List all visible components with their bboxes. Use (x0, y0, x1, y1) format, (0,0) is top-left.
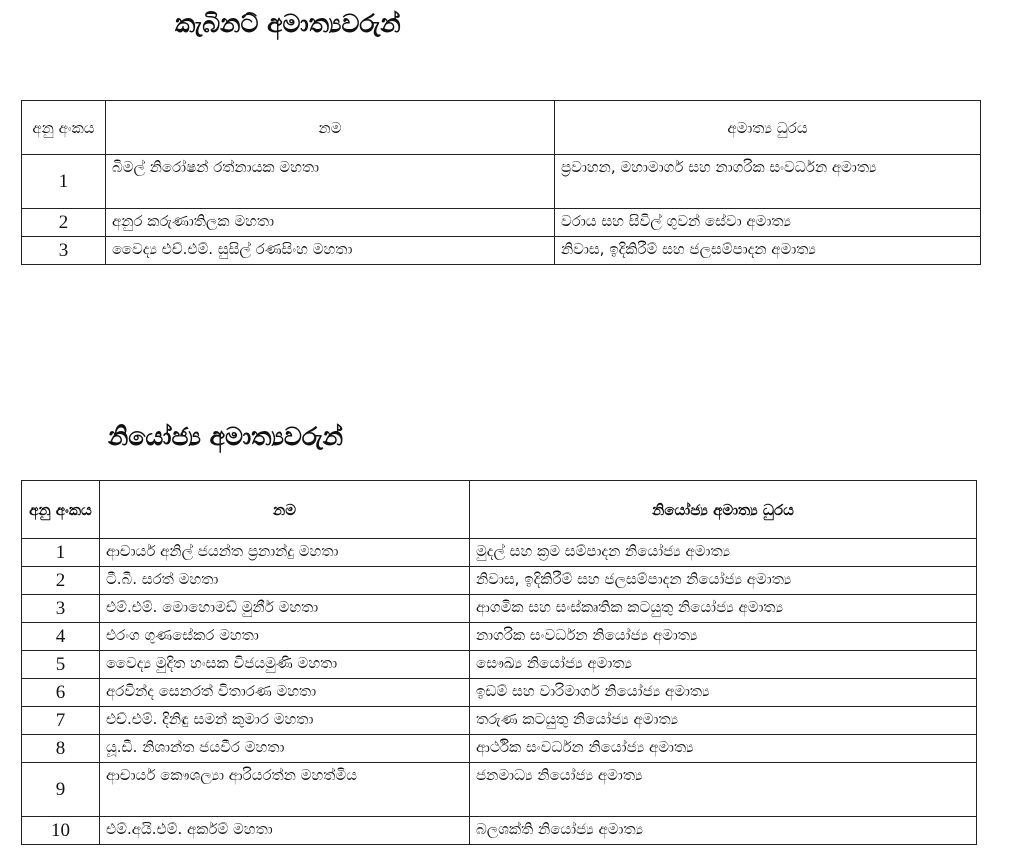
table-header-row (22, 101, 981, 155)
minister-portfolio: මුදල් සහ ක්‍රම සම්පාදන නියෝජ්‍ය අමාත්‍ය (470, 539, 977, 567)
table-row (22, 735, 977, 763)
row-number: 8 (22, 735, 100, 763)
row-number: 10 (22, 817, 100, 845)
minister-portfolio: තරුණ කටයුතු නියෝජ්‍ය අමාත්‍ය (470, 707, 977, 735)
row-number: 4 (22, 623, 100, 651)
minister-portfolio: නාගරික සංවර්ධන නියෝජ්‍ය අමාත්‍ය (470, 623, 977, 651)
deputy-ministers-table (21, 480, 977, 845)
minister-portfolio: නිවාස, ඉදිකිරීම් සහ ජලසම්පාදන නියෝජ්‍ය අමාත්‍ය (470, 567, 977, 595)
minister-name: අරවින්ද සෙනරත් විතාරණ මහතා (100, 679, 470, 707)
table-row (22, 539, 977, 567)
row-number: 6 (22, 679, 100, 707)
header-name: නම (100, 481, 470, 539)
header-number: අනු අංකය (22, 101, 106, 155)
minister-name: එච්.එම්. දිනිඳු සමන් කුමාර මහතා (100, 707, 470, 735)
minister-name: එම්.එම්. මොහොමඩ් මුනීර් මහතා (100, 595, 470, 623)
table-row (22, 763, 977, 817)
table-row (22, 817, 977, 845)
header-name: නම (106, 101, 555, 155)
row-number: 2 (22, 567, 100, 595)
row-number: 5 (22, 651, 100, 679)
header-number: අනු අංකය (22, 481, 100, 539)
minister-name: වෛද්‍ය එච්.එම්. සුසිල් රණසිංහ මහතා (106, 237, 555, 265)
row-number: 3 (22, 237, 106, 265)
minister-name: අනුර කරුණාතිලක මහතා (106, 209, 555, 237)
minister-name: ටී.බී. සරත් මහතා (100, 567, 470, 595)
row-number: 3 (22, 595, 100, 623)
cabinet-ministers-title: කැබිනට් අමාත්‍යවරුන් (175, 9, 401, 38)
table-row (22, 237, 981, 265)
table-row (22, 567, 977, 595)
table-header-row (22, 481, 977, 539)
row-number: 1 (22, 155, 106, 209)
table-row (22, 209, 981, 237)
table-row (22, 651, 977, 679)
minister-name: එම්.අයි.එම්. අර්කම් මහතා (100, 817, 470, 845)
minister-portfolio: ආර්ථික සංවර්ධන නියෝජ්‍ය අමාත්‍ය (470, 735, 977, 763)
deputy-ministers-title: නියෝජ්‍ය අමාත්‍යවරුන් (108, 422, 344, 451)
minister-portfolio: වරාය සහ සිවිල් ගුවන් සේවා අමාත්‍ය (555, 209, 981, 237)
table-row (22, 707, 977, 735)
minister-portfolio: බලශක්ති නියෝජ්‍ය අමාත්‍ය (470, 817, 977, 845)
minister-name: යූ.ඩී. නිශාන්ත ජයවීර මහතා (100, 735, 470, 763)
header-portfolio: අමාත්‍ය ධුරය (555, 101, 981, 155)
minister-name: ආචාර්ය අනිල් ජයන්ත ප්‍රනාන්දු මහතා (100, 539, 470, 567)
minister-portfolio: ප්‍රවාහන, මහාමාර්ග සහ නාගරික සංවර්ධන අමාත්‍ය (555, 155, 981, 209)
minister-name: බිමල් නිරෝෂන් රත්නායක මහතා (106, 155, 555, 209)
table-row (22, 623, 977, 651)
table-row (22, 679, 977, 707)
row-number: 2 (22, 209, 106, 237)
minister-portfolio: ජනමාධ්‍ය නියෝජ්‍ය අමාත්‍ය (470, 763, 977, 817)
minister-portfolio: ආගමික සහ සංස්කෘතික කටයුතු නියෝජ්‍ය අමාත්‍ය (470, 595, 977, 623)
row-number: 7 (22, 707, 100, 735)
header-portfolio: නියෝජ්‍ය අමාත්‍ය ධුරය (470, 481, 977, 539)
row-number: 1 (22, 539, 100, 567)
row-number: 9 (22, 763, 100, 817)
minister-portfolio: සෞඛ්‍ය නියෝජ්‍ය අමාත්‍ය (470, 651, 977, 679)
minister-name: එරංග ගුණසේකර මහතා (100, 623, 470, 651)
table-row (22, 595, 977, 623)
minister-portfolio: නිවාස, ඉදිකිරීම් සහ ජලසම්පාදන අමාත්‍ය (555, 237, 981, 265)
minister-name: වෛද්‍ය මුදිත හංසක විජයමුණි මහතා (100, 651, 470, 679)
cabinet-ministers-table (21, 100, 981, 265)
table-row (22, 155, 981, 209)
minister-portfolio: ඉඩම් සහ වාරිමාර්ග නියෝජ්‍ය අමාත්‍ය (470, 679, 977, 707)
minister-name: ආචාර්ය කෞශල්‍යා ආරියරත්න මහත්මිය (100, 763, 470, 817)
